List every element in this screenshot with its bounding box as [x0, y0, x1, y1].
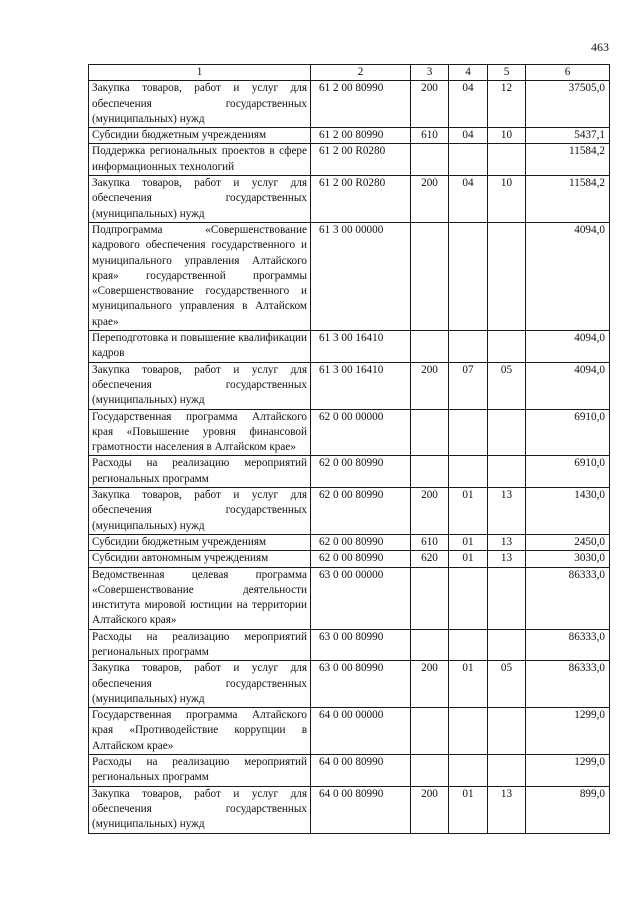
subsection-cell: [488, 456, 526, 488]
subsection-cell: 10: [488, 176, 526, 223]
section-cell: [449, 708, 488, 755]
target-code-cell: 61 3 00 16410: [311, 331, 411, 363]
column-header: 5: [488, 65, 526, 81]
target-code-cell: 62 0 00 80990: [311, 456, 411, 488]
expense-type-cell: [411, 331, 449, 363]
column-header: 4: [449, 65, 488, 81]
amount-cell: 3030,0: [526, 551, 610, 567]
section-cell: 04: [449, 81, 488, 128]
column-header: 3: [411, 65, 449, 81]
section-cell: 01: [449, 534, 488, 550]
budget-table: [88, 64, 610, 834]
amount-cell: 2450,0: [526, 534, 610, 550]
expense-type-cell: 200: [411, 176, 449, 223]
subsection-cell: [488, 567, 526, 629]
subsection-cell: [488, 755, 526, 787]
table-row: [89, 661, 610, 708]
expense-type-cell: 200: [411, 661, 449, 708]
target-code-cell: 61 2 00 80990: [311, 128, 411, 144]
item-name-cell: Закупка товаров, работ и услуг для обеспечения государственных (муниципальных) нужд: [89, 488, 311, 535]
target-code-cell: 64 0 00 80990: [311, 755, 411, 787]
section-cell: 01: [449, 661, 488, 708]
table-row: [89, 708, 610, 755]
target-code-cell: 64 0 00 80990: [311, 786, 411, 833]
item-name-cell: Закупка товаров, работ и услуг для обеспечения государственных (муниципальных) нужд: [89, 362, 311, 409]
amount-cell: 5437,1: [526, 128, 610, 144]
item-name-cell: Закупка товаров, работ и услуг для обеспечения государственных (муниципальных) нужд: [89, 81, 311, 128]
expense-type-cell: 610: [411, 534, 449, 550]
amount-cell: 86333,0: [526, 567, 610, 629]
table-row: [89, 144, 610, 176]
target-code-cell: 62 0 00 00000: [311, 409, 411, 456]
item-name-cell: Подпрограмма «Совершенствование кадрового обеспечения государственного и муниципального управления Алтайского края» государственной программы «Совершенствование государственного и муниципального управления в Алтайском крае»: [89, 222, 311, 330]
table-row: [89, 222, 610, 330]
amount-cell: 11584,2: [526, 144, 610, 176]
section-cell: 01: [449, 786, 488, 833]
table-row: [89, 551, 610, 567]
target-code-cell: 62 0 00 80990: [311, 534, 411, 550]
section-cell: [449, 567, 488, 629]
column-header: 1: [89, 65, 311, 81]
target-code-cell: 61 3 00 00000: [311, 222, 411, 330]
amount-cell: 11584,2: [526, 176, 610, 223]
subsection-cell: 13: [488, 488, 526, 535]
table-row: [89, 786, 610, 833]
section-cell: 04: [449, 176, 488, 223]
subsection-cell: [488, 222, 526, 330]
expense-type-cell: 200: [411, 362, 449, 409]
table-row: [89, 456, 610, 488]
item-name-cell: Субсидии автономным учреждениям: [89, 551, 311, 567]
expense-type-cell: 620: [411, 551, 449, 567]
target-code-cell: 62 0 00 80990: [311, 488, 411, 535]
subsection-cell: 12: [488, 81, 526, 128]
item-name-cell: Государственная программа Алтайского края «Противодействие коррупции в Алтайском крае»: [89, 708, 311, 755]
table-row: [89, 488, 610, 535]
subsection-cell: 13: [488, 786, 526, 833]
subsection-cell: 05: [488, 661, 526, 708]
table-row: [89, 362, 610, 409]
section-cell: [449, 629, 488, 661]
expense-type-cell: [411, 409, 449, 456]
budget-table-body: [89, 65, 610, 834]
subsection-cell: [488, 331, 526, 363]
expense-type-cell: [411, 629, 449, 661]
table-row: [89, 81, 610, 128]
expense-type-cell: 610: [411, 128, 449, 144]
amount-cell: 1299,0: [526, 755, 610, 787]
item-name-cell: Ведомственная целевая программа «Совершенствование деятельности института мировой юстиции на территории Алтайского края»: [89, 567, 311, 629]
target-code-cell: 61 2 00 R0280: [311, 176, 411, 223]
target-code-cell: 61 2 00 R0280: [311, 144, 411, 176]
column-header: 2: [311, 65, 411, 81]
subsection-cell: 13: [488, 534, 526, 550]
subsection-cell: [488, 629, 526, 661]
section-cell: [449, 409, 488, 456]
table-row: [89, 534, 610, 550]
subsection-cell: 13: [488, 551, 526, 567]
amount-cell: 37505,0: [526, 81, 610, 128]
subsection-cell: 10: [488, 128, 526, 144]
table-row: [89, 331, 610, 363]
target-code-cell: 61 3 00 16410: [311, 362, 411, 409]
section-cell: [449, 755, 488, 787]
expense-type-cell: [411, 708, 449, 755]
item-name-cell: Поддержка региональных проектов в сфере информационных технологий: [89, 144, 311, 176]
section-cell: 07: [449, 362, 488, 409]
page-number: 463: [591, 40, 609, 54]
item-name-cell: Закупка товаров, работ и услуг для обеспечения государственных (муниципальных) нужд: [89, 786, 311, 833]
amount-cell: 4094,0: [526, 222, 610, 330]
section-cell: 01: [449, 488, 488, 535]
amount-cell: 4094,0: [526, 362, 610, 409]
amount-cell: 1299,0: [526, 708, 610, 755]
table-row: [89, 176, 610, 223]
item-name-cell: Закупка товаров, работ и услуг для обеспечения государственных (муниципальных) нужд: [89, 176, 311, 223]
target-code-cell: 62 0 00 80990: [311, 551, 411, 567]
header-row: [89, 65, 610, 81]
target-code-cell: 64 0 00 00000: [311, 708, 411, 755]
amount-cell: 6910,0: [526, 456, 610, 488]
item-name-cell: Расходы на реализацию мероприятий региональных программ: [89, 629, 311, 661]
section-cell: [449, 144, 488, 176]
table-row: [89, 629, 610, 661]
item-name-cell: Государственная программа Алтайского края «Повышение уровня финансовой грамотности населения в Алтайском крае»: [89, 409, 311, 456]
expense-type-cell: [411, 144, 449, 176]
expense-type-cell: [411, 755, 449, 787]
subsection-cell: [488, 409, 526, 456]
target-code-cell: 63 0 00 80990: [311, 629, 411, 661]
expense-type-cell: 200: [411, 81, 449, 128]
subsection-cell: [488, 708, 526, 755]
column-header: 6: [526, 65, 610, 81]
amount-cell: 6910,0: [526, 409, 610, 456]
section-cell: [449, 331, 488, 363]
item-name-cell: Субсидии бюджетным учреждениям: [89, 534, 311, 550]
subsection-cell: [488, 144, 526, 176]
table-row: [89, 755, 610, 787]
target-code-cell: 63 0 00 80990: [311, 661, 411, 708]
section-cell: [449, 456, 488, 488]
section-cell: 04: [449, 128, 488, 144]
section-cell: [449, 222, 488, 330]
item-name-cell: Расходы на реализацию мероприятий региональных программ: [89, 456, 311, 488]
item-name-cell: Субсидии бюджетным учреждениям: [89, 128, 311, 144]
table-row: [89, 567, 610, 629]
target-code-cell: 61 2 00 80990: [311, 81, 411, 128]
table-row: [89, 128, 610, 144]
subsection-cell: 05: [488, 362, 526, 409]
table-row: [89, 409, 610, 456]
expense-type-cell: 200: [411, 488, 449, 535]
expense-type-cell: 200: [411, 786, 449, 833]
expense-type-cell: [411, 222, 449, 330]
item-name-cell: Переподготовка и повышение квалификации кадров: [89, 331, 311, 363]
amount-cell: 4094,0: [526, 331, 610, 363]
amount-cell: 899,0: [526, 786, 610, 833]
item-name-cell: Расходы на реализацию мероприятий региональных программ: [89, 755, 311, 787]
expense-type-cell: [411, 456, 449, 488]
section-cell: 01: [449, 551, 488, 567]
expense-type-cell: [411, 567, 449, 629]
amount-cell: 1430,0: [526, 488, 610, 535]
amount-cell: 86333,0: [526, 661, 610, 708]
item-name-cell: Закупка товаров, работ и услуг для обеспечения государственных (муниципальных) нужд: [89, 661, 311, 708]
target-code-cell: 63 0 00 00000: [311, 567, 411, 629]
amount-cell: 86333,0: [526, 629, 610, 661]
